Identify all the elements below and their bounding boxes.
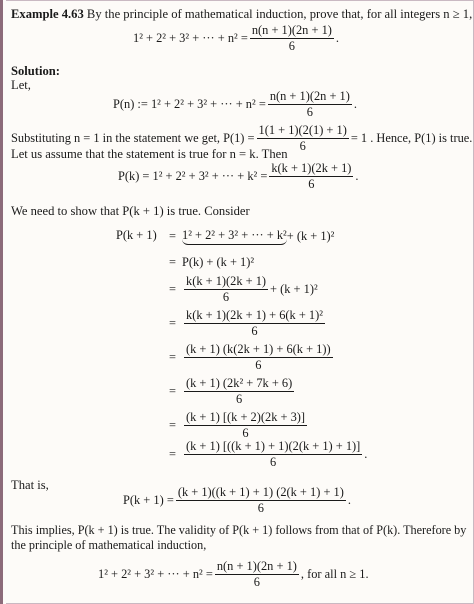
pk-end: . (355, 169, 359, 183)
pk-fraction (269, 162, 353, 191)
conclusion-lhs: 1² + 2² + 3² + ··· + n² = (98, 567, 213, 581)
definition-lhs: P(n) := 1² + 2² + 3² + ··· + n² = (113, 97, 266, 111)
chain-step-3 (169, 275, 318, 304)
conclusion-denominator: 6 (253, 575, 260, 589)
chain-step-3-post: + (k + 1)² (270, 282, 318, 296)
pk-numerator: k(k + 1)(2k + 1) (271, 161, 352, 175)
example-label: Example 4.63 (11, 7, 84, 21)
final-end: . (347, 493, 351, 507)
substitution-post: = 1 . Hence, P(1) is true. (350, 131, 473, 145)
conclusion-numerator: n(n + 1)(2n + 1) (216, 559, 297, 573)
definition-numerator: n(n + 1)(2n + 1) (269, 89, 350, 103)
chain-relation: = (169, 350, 176, 364)
final-fraction (176, 486, 346, 515)
chain-step-6-numerator: (k + 1) (2k² + 7k + 6) (186, 376, 293, 390)
definition-end: . (353, 97, 357, 111)
chain-relation: = (169, 255, 176, 269)
chain-relation: = (169, 229, 176, 243)
chain-step-2 (169, 255, 254, 270)
chain-step-6-denominator: 6 (236, 392, 243, 406)
chain-step-1-post: + (k + 1)² (286, 229, 335, 243)
final-denominator: 6 (257, 501, 264, 515)
chain-step-2-expr: P(k) + (k + 1)² (182, 255, 255, 269)
chain-step-7-fraction (184, 411, 307, 440)
final-lhs: P(k + 1) = (123, 493, 174, 507)
chain-step-6 (169, 377, 296, 406)
need-text: We need to show that P(k + 1) is true. Consider (11, 204, 250, 218)
chain-relation: = (169, 384, 176, 398)
solution-heading: Solution: (11, 64, 60, 78)
chain-step-8-numerator: (k + 1) [((k + 1) + 1)(2(k + 1) + 1)] (186, 439, 361, 453)
chain-step-5-denominator: 6 (255, 358, 262, 372)
chain-step-5-fraction (184, 343, 333, 372)
that-is-text: That is, (11, 478, 49, 492)
pk-equation (118, 162, 359, 191)
definition-equation (113, 90, 357, 119)
example-statement: By the principle of mathematical induction, prove that, for all integers n ≥ 1, (86, 7, 473, 21)
chain-step-7 (169, 411, 309, 440)
chain-relation: = (169, 316, 176, 330)
pk-lhs: P(k) = 1² + 2² + 3² + ··· + k² = (118, 169, 268, 183)
chain-step-3-numerator: k(k + 1)(2k + 1) (186, 274, 267, 288)
pk-denominator: 6 (308, 177, 315, 191)
chain-step-3-denominator: 6 (222, 290, 230, 304)
conclusion-end: , for all n ≥ 1. (300, 567, 369, 581)
chain-underbraced-sum: 1² + 2² + 3² + ··· + k² (182, 228, 287, 245)
chain-lhs: P(k + 1) (116, 228, 157, 242)
substitution-denominator: 6 (299, 139, 306, 153)
chain-step-4-fraction (184, 309, 325, 338)
example-eq-end: . (335, 31, 339, 45)
conclusion-text-line-1: This implies, P(k + 1) is true. The validity of P(k + 1) follows from that of P(k). Therefore by (11, 523, 467, 537)
chain-step-4-denominator: 6 (251, 324, 258, 338)
substitution-numerator: 1(1 + 1)(2(1) + 1) (258, 123, 347, 137)
definition-fraction (268, 90, 352, 119)
substitution-pre: Substituting n = 1 in the statement we get, P(1) = (11, 131, 255, 145)
chain-step-5 (169, 343, 335, 372)
chain-relation: = (169, 418, 176, 432)
example-eq-fraction (250, 24, 334, 53)
solution-let: Let, (11, 78, 31, 92)
assumption-text: Let us assume that the statement is true for n = k. Then (11, 147, 288, 161)
chain-step-8-end: . (364, 447, 368, 461)
final-numerator: (k + 1)((k + 1) + 1) (2(k + 1) + 1) (177, 485, 344, 499)
chain-step-8-fraction (184, 440, 362, 469)
chain-step-3-fraction (184, 275, 268, 304)
chain-step-1 (169, 228, 334, 245)
example-eq-denominator: 6 (288, 39, 295, 53)
definition-denominator: 6 (306, 105, 313, 119)
conclusion-fraction (215, 560, 299, 589)
chain-step-4-numerator: k(k + 1)(2k + 1) + 6(k + 1)² (186, 308, 323, 322)
example-equation (133, 24, 339, 53)
chain-step-6-fraction (184, 377, 294, 406)
chain-step-8-denominator: 6 (270, 455, 277, 469)
chain-step-4 (169, 309, 327, 338)
chain-step-5-numerator: (k + 1) (k(2k + 1) + 6(k + 1)) (186, 342, 331, 356)
example-line (11, 7, 472, 22)
chain-step-8 (169, 440, 367, 469)
final-equation (123, 486, 351, 515)
example-eq-numerator: n(n + 1)(2n + 1) (251, 23, 332, 37)
chain-step-7-numerator: (k + 1) [(k + 2)(2k + 3)] (186, 410, 306, 424)
example-eq-lhs: 1² + 2² + 3² + ··· + n² = (133, 31, 248, 45)
chain-step-7-denominator: 6 (242, 426, 249, 440)
chain-relation: = (169, 447, 176, 461)
conclusion-equation (98, 560, 369, 589)
chain-relation: = (169, 282, 176, 296)
conclusion-text-line-2: the principle of mathematical induction, (11, 538, 207, 552)
